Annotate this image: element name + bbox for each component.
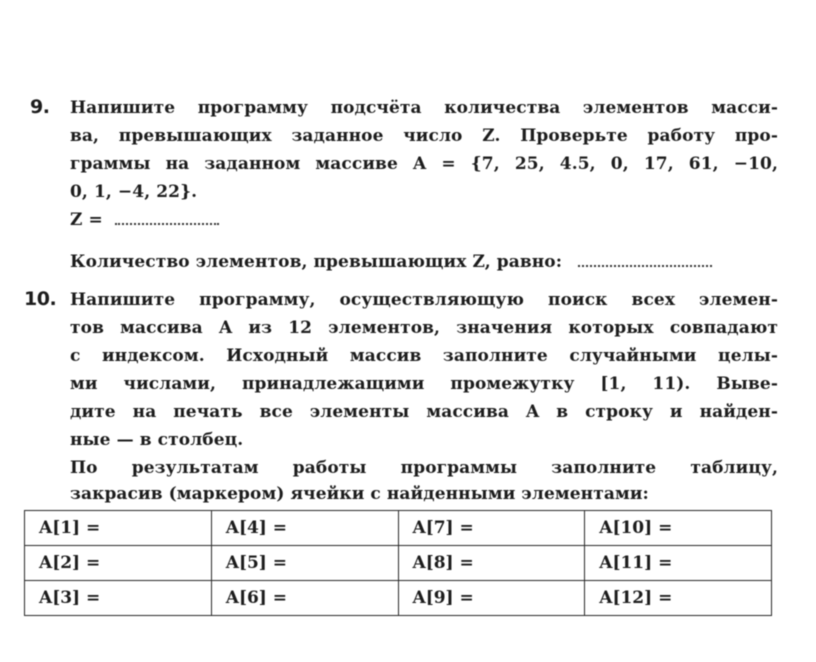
table-row: [25, 581, 772, 616]
table-cell-a9[interactable]: [398, 581, 585, 616]
task-9-line-3: граммы на заданном массиве A = {7, 25, 4.5, 0, 17, 61, −10,: [70, 154, 778, 174]
task-10-line-4: ми числами, принадлежащими промежутку [1, 11). Выве-: [70, 374, 778, 394]
answer-table: [24, 510, 772, 616]
cell-text: A[6] =: [225, 588, 288, 608]
task-10-line-2: тов массива A из 12 элементов, значения которых совпадают: [70, 318, 778, 338]
cell-text: A[9] =: [412, 588, 474, 608]
z-blank-line[interactable]: [115, 219, 219, 225]
task-9-line-1: Напишите программу подсчёта количества элементов масси-: [70, 98, 778, 118]
task-10-line-5: дите на печать все элементы массива A в строку и найден-: [70, 402, 778, 422]
z-value-field[interactable]: [70, 210, 219, 230]
count-label: Количество элементов, превышающих Z, равно:: [70, 252, 563, 272]
table-cell-a5[interactable]: [211, 546, 398, 581]
task-10-instruction-1: По результатам работы программы заполните таблицу,: [70, 458, 778, 478]
table-cell-a1[interactable]: [25, 511, 212, 546]
task-10-instruction-2: закрасив (маркером) ячейки с найденными элементами:: [70, 484, 649, 504]
table-cell-a12[interactable]: [585, 581, 772, 616]
task-9-line-2: ва, превышающих заданное число Z. Проверьте работу про-: [70, 126, 778, 146]
task-9-number: 9.: [30, 96, 50, 118]
table-cell-a3[interactable]: [25, 581, 212, 616]
task-10-line-3: с индексом. Исходный массив заполните случайными целы-: [70, 346, 778, 366]
cell-text: A[2] =: [39, 553, 101, 573]
cell-text: A[11] =: [599, 553, 673, 573]
cell-text: A[4] =: [225, 518, 288, 538]
cell-text: A[10] =: [599, 518, 673, 538]
task-10-line-6: ные — в столбец.: [70, 430, 244, 450]
cell-text: A[3] =: [39, 588, 101, 608]
z-label: Z =: [70, 210, 103, 230]
task-9-line-4: 0, 1, −4, 22}.: [70, 182, 198, 202]
task-10-line-1: Напишите программу, осуществляющую поиск всех элемен-: [70, 290, 778, 310]
task-10-number: 10.: [24, 288, 57, 310]
table-cell-a8[interactable]: [398, 546, 585, 581]
table-cell-a2[interactable]: [25, 546, 212, 581]
cell-text: A[1] =: [39, 518, 101, 538]
count-answer-field[interactable]: [70, 252, 712, 272]
cell-text: A[7] =: [412, 518, 474, 538]
table-cell-a7[interactable]: [398, 511, 585, 546]
table-cell-a6[interactable]: [211, 581, 398, 616]
table-row: [25, 546, 772, 581]
cell-text: A[8] =: [412, 553, 474, 573]
table-row: [25, 511, 772, 546]
cell-text: A[12] =: [599, 588, 673, 608]
table-cell-a4[interactable]: [211, 511, 398, 546]
count-blank-line[interactable]: [578, 261, 712, 267]
table-cell-a11[interactable]: [585, 546, 772, 581]
cell-text: A[5] =: [225, 553, 288, 573]
table-cell-a10[interactable]: [585, 511, 772, 546]
